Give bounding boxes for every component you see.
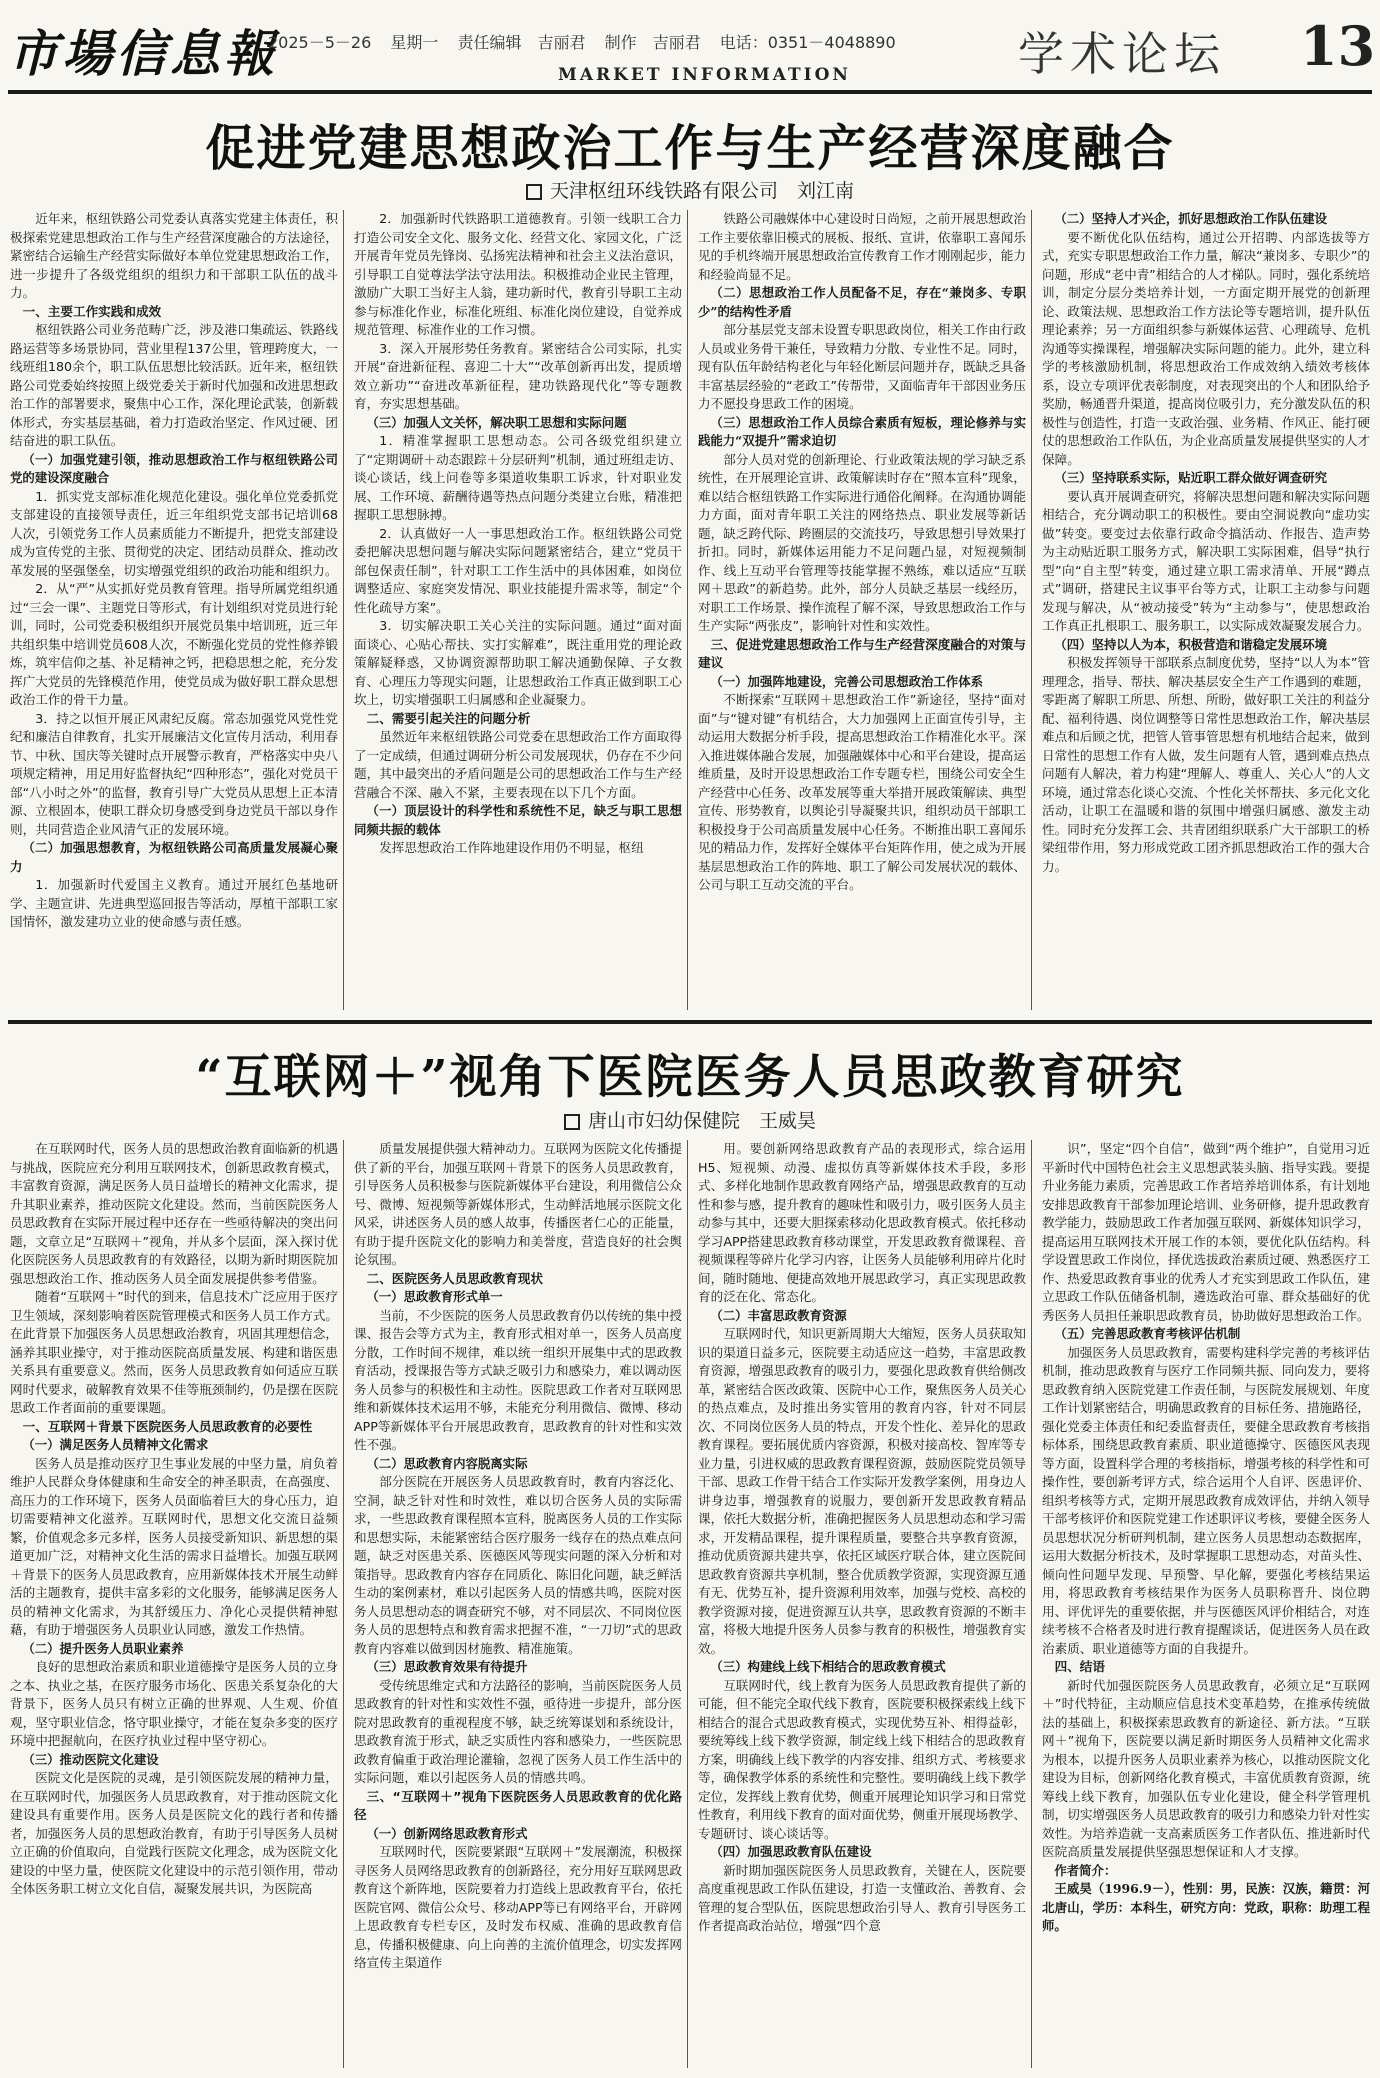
subheading: （二）思政教育内容脱离实际 [366,1455,528,1471]
masthead-rule [8,90,1372,94]
paragraph: 随着“互联网＋”时代的到来，信息技术广泛应用于医疗卫生领域，深刻影响着医院管理模式和医务人员工作方式。在此背景下加强医务人员思想政治教育，巩固其理想信念，涵养其职业操守，对于推动医院高质量发展、构建和谐医患关系具有重要意义。然而，医务人员思政教育如何适应互联网时代要求，破解教育效果不佳等瓶颈制约，仍是摆在医院思政工作者面前的重要课题。 [10,1289,338,1415]
subheading: 三、促进党建思想政治工作与生产经营深度融合的对策与建议 [698,636,1026,670]
article1-author: 天津枢纽环线铁路有限公司 刘江南 [549,180,854,202]
subheading: （一）思政教育形式单一 [366,1289,503,1304]
paragraph: 当前，不少医院的医务人员思政教育仍以传统的集中授课、报告会等方式为主，教育形式相对单一，医务人员高度分散，工作时间不规律，难以统一组织开展集中式的思政教育活动，授课报告等方式缺乏吸引力和感染力，难以调动医务人员参与的积极性和主动性。医院思政工作者对互联网思维和新媒体技术运用不够，未能充分利用微信、微博、移动APP等新媒体平台开展思政教育，思政教育的针对性和实效性不强。 [354,1307,682,1452]
column-divider [1031,210,1032,1010]
paragraph: 3．切实解决职工关心关注的实际问题。通过“面对面面谈心、心贴心帮扶、实打实解难”，既注重用党的理论政策解疑释惑，又协调资源帮助职工解决通勤保障、子女教育、心理压力等现实问题，让思想政治工作真正做到职工心坎上，切实增强职工归属感和企业凝聚力。 [354,618,682,707]
issue-date: 2025－5－26 [268,33,372,52]
paragraph: 部分人员对党的创新理论、行业政策法规的学习缺乏系统性，在开展理论宣讲、政策解读时存在“照本宣科”现象，难以结合枢纽铁路工作实际进行通俗化阐释。在沟通协调能力方面，面对青年职工关注的网络热点、职业发展等新话题，缺乏跨代际、跨圈层的交流技巧，导致思想引导效果打折扣。同时，新媒体运用能力不足问题凸显，对短视频制作、线上互动平台管理等技能掌握不熟练，难以适应“互联网＋思政”的新趋势。此外，部分人员缺乏基层一线经历，对职工工作场景、操作流程了解不深，导致思想政治工作与生产实际“两张皮”，影响针对性和实效性。 [698,451,1026,633]
paragraph: 部分基层党支部未设置专职思政岗位，相关工作由行政人员或业务骨干兼任，导致精力分散、专业性不足。同时，现有队伍年龄结构老化与年轻化断层问题并存，既缺乏具备丰富基层经验的“老政工”传帮带，又面临青年干部因业务压力不愿投身思政工作的困境。 [698,322,1026,411]
contact-phone: 电话：0351－4048890 [719,33,896,52]
article1-headline: 促进党建思想政治工作与生产经营深度融合 [205,119,1175,177]
paragraph: 3．持之以恒开展正风肃纪反腐。常态加强党风党性党纪和廉洁自律教育，扎实开展廉洁文化宣传月活动，利用春节、中秋、国庆等关键时点开展警示教育，严格落实中央八项规定精神，用足用好监督执纪“四种形态”，强化对党员干部“八小时之外”的监督，教育引导广大党员从思想上正本清源、立根固本，使职工群众切身感受到身边党员干部以身作则，共同营造企业风清气正的发展环境。 [10,710,338,837]
article2-headline: “互联网＋”视角下医院医务人员思政教育研究 [195,1050,1185,1105]
section-title: 学术论坛 [1018,27,1226,81]
column-divider [687,1140,688,2068]
paragraph: 虽然近年来枢纽铁路公司党委在思想政治工作方面取得了一定成绩，但通过调研分析公司发展现状，仍存在不少问题，其中最突出的矛盾问题是公司的思想政治工作与生产经营融合不深、融入不紧，主要表现在以下几个方面。 [354,729,682,800]
article2-body [10,1140,1370,2068]
square-bullet-icon [564,1114,580,1130]
subheading: （二）提升医务人员职业素养 [22,1640,184,1656]
paragraph: 加强医务人员思政教育，需要构建科学完善的考核评估机制，推动思政教育与医疗工作同频共振、同向发力，要将思政教育纳入医院党建工作责任制，与医院发展规划、年度工作计划紧密结合，明确思政教育的目标任务、措施路径，强化党委主体责任和纪委监督责任，要健全思政教育考核指标体系，围绕思政教育素质、职业道德操守、医德医风表现等方面，设置科学合理的考核指标，增强考核的科学性和可操作性，要创新考评方式，综合运用个人自评、医患评价、组织考核等方式，定期开展思政教育成效评估，并纳入领导干部考核评价和医院党建工作述职评议考核，要健全医务人员思想状况分析研判机制，建立医务人员思想动态数据库，运用大数据分析技术，及时掌握职工思想动态，对苗头性、倾向性问题早发现、早预警、早化解，要强化考核结果运用，将思政教育考核结果作为医务人员职称晋升、岗位聘用、评优评先的重要依据，并与医德医风评价相结合，对连续考核不合格者及时进行教育提醒谈话，促进医务人员在政治素质、职业道德等方面的自我提升。 [1042,1344,1370,1656]
subheading: （三）构建线上线下相结合的思政教育模式 [710,1659,946,1674]
paragraph: 质量发展提供强大精神动力。互联网为医院文化传播提供了新的平台，加强互联网＋背景下的医务人员思政教育，引导医务人员积极参与医院新媒体平台建设，利用微信公众号、微博、短视频等新媒体形式，生动鲜活地展示医院文化风采，讲述医务人员的感人故事，传播医者仁心的正能量，有助于提升医院文化的影响力和美誉度，营造良好的社会舆论氛围。 [354,1141,682,1267]
paragraph: 受传统思维定式和方法路径的影响，当前医院医务人员思政教育的针对性和实效性不强，亟待进一步提升，部分医院对思政教育的重视程度不够，缺乏统筹谋划和系统设计，思政教育流于形式，缺乏实质性内容和感染力，一些医院思政教育偏重于政治理论灌输，忽视了医务人员工作生活中的实际问题，难以引起医务人员的情感共鸣。 [354,1677,682,1785]
subheading: 二、需要引起关注的问题分析 [366,710,531,726]
paragraph: 要不断优化队伍结构，通过公开招聘、内部选拔等方式，充实专职思想政治工作力量，解决“兼岗多、专职少”的问题，形成“老中青”相结合的人才梯队。同时，强化系统培训，制定分层分类培养计划，一方面定期开展党的创新理论、政策法规、思想政治工作方法论等专题培训，提升队伍理论素养；另一方面组织参与新媒体运营、心理疏导、危机沟通等实操课程，增强解决实际问题的能力。此外，建立科学的考核激励机制，将思想政治工作成效纳入绩效考核体系，设立专项评优表彰制度，对表现突出的个人和团队给予奖励，畅通晋升渠道，提高岗位吸引力，充分激发队伍的积极性与创造性，打造一支政治强、业务精、作风正、能打硬仗的思想政治工作队伍，为企业高质量发展提供坚实的人才保障。 [1042,229,1370,467]
paragraph: 良好的思想政治素质和职业道德操守是医务人员的立身之本、执业之基，在医疗服务市场化、医患关系复杂化的大背景下，医务人员只有树立正确的世界观、人生观、价值观，坚守职业信念，恪守职业操守，才能在复杂多变的医疗环境中把握航向，在医疗执业过程中坚守初心。 [10,1659,338,1748]
subheading: 王威昊（1996.9－），性别：男，民族：汉族，籍贯：河北唐山，学历：本科生，研究方向：党政，职称：助理工程师。 [1042,1881,1370,1933]
masthead [0,0,1380,92]
article1-body [10,210,1370,1010]
article2-byline [0,1106,1380,1133]
subheading: （一）顶层设计的科学性和系统性不足，缺乏与职工思想同频共振的载体 [354,803,682,837]
paragraph: 1．加强新时代爱国主义教育。通过开展红色基地研学、主题宣讲、先进典型巡回报告等活动，厚植干部职工家国情怀，激发建功立业的使命感与责任感。 [10,877,338,929]
paragraph: 医院文化是医院的灵魂，是引领医院发展的精神力量，在互联网时代，加强医务人员思政教育，对于推动医院文化建设具有重要作用。医务人员是医院文化的践行者和传播者，加强医务人员的思想政治教育，有助于引导医务人员树立正确的价值取向，自觉践行医院文化理念，成为医院文化建设的中坚力量，使医院文化建设中的示范引领作用，带动全体医务职工树立文化自信，凝聚发展共识，为医院高 [10,1770,338,1896]
paragraph: 识”，坚定“四个自信”，做到“两个维护”，自觉用习近平新时代中国特色社会主义思想武装头脑、指导实践。要提升业务能力素质，完善思政工作者培养培训体系，有计划地安排思政教育干部参加理论培训、业务研修，提升思政教育教学能力，鼓励思政工作者加强互联网、新媒体知识学习，提高运用互联网技术开展工作的本领，要优化队伍结构。科学设置思政工作岗位，择优选拔政治素质过硬、熟悉医疗工作、热爱思政教育事业的优秀人才充实到思政工作队伍，建立思政工作队伍储备机制，遴选政治可靠、群众基础好的优秀医务人员担任兼职思政教育员，协助做好思想政治工作。 [1042,1141,1370,1323]
paragraph: 1．精准掌握职工思想动态。公司各级党组织建立了“定期调研＋动态跟踪＋分层研判”机制，通过班组走访、谈心谈话，线上问卷等多渠道收集职工诉求，针对职业发展、工作环境、薪酬待遇等热点问题分类建立台账，精准把握职工思想脉搏。 [354,433,682,522]
subheading: （四）加强思政教育队伍建设 [710,1844,872,1859]
issue-weekday: 星期一 [390,33,439,52]
subheading: （一）加强阵地建设，完善公司思想政治工作体系 [710,673,983,689]
paragraph: 1．抓实党支部标准化规范化建设。强化单位党委抓党支部建设的直接领导责任，近三年组织党支部书记培训68人次，引领党务工作人员素质能力不断提升，把党支部建设成为宣传党的主张、贯彻党的决定、团结动员群众、推动改革发展的坚强堡垒，切实增强党组织的政治功能和组织力。 [10,488,338,578]
subheading: （一）创新网络思政教育形式 [366,1825,528,1841]
subheading: 四、结语 [1054,1659,1105,1674]
newspaper-logo: 市場信息報 [8,24,278,83]
subheading: （三）加强人文关怀，解决职工思想和实际问题 [366,414,627,430]
paragraph: 不断探索“互联网＋思想政治工作”新途径，坚持“面对面”与“键对键”有机结合，大力加强网上正面宣传引导，主动运用大数据分析手段，提高思想政治工作精准化水平。深入推进媒体融合发展，加强融媒体中心和平台建设，提高运维质量，及时开设思想政治工作专题专栏，围绕公司安全生产经营中心任务、改革发展等重大举措开展政策解读、典型宣传、形势教育，以舆论引导凝聚共识，组织动员干部职工积极投身于公司高质量发展中心任务。不断推出职工喜闻乐见的精品力作，发挥好全媒体平台矩阵作用，使之成为开展基层思想政治工作的阵地、职工了解公司发展状况的载体、公司与职工互动交流的平台。 [698,692,1026,892]
subheading: （二）加强思想教育，为枢纽铁路公司高质量发展凝心聚力 [10,840,338,874]
article1-column-4 [1042,210,1370,1010]
column-divider [343,210,344,1010]
paragraph: 2．从“严”从实抓好党员教育管理。指导所属党组织通过“三会一课”、主题党日等形式，有计划组织对党员进行轮训，同时，公司党委积极组织开展党员集中培训班，近三年共组织集中培训党员608人次，不断强化党员的党性修养锻炼，筑牢信仰之基、补足精神之钙，把稳思想之舵，充分发挥广大党员的先锋模范作用，使党员成为做好职工群众思想政治工作的骨干力量。 [10,581,338,707]
square-bullet-icon [526,184,542,200]
subheading: （一）满足医务人员精神文化需求 [22,1437,209,1452]
subheading: 二、医院医务人员思政教育现状 [366,1270,543,1286]
subheading: （四）坚持以人为本，积极营造和谐稳定发展环境 [1054,636,1327,652]
article-separator [8,1020,1372,1024]
paragraph: 近年来，枢纽铁路公司党委认真落实党建主体责任，积极探索党建思想政治工作与生产经营深度融合的方法途径，紧密结合运输生产经营实际做好本单位党建思想政治工作，进一步提升了各级党组织的组织力和干部职工队伍的战斗力。 [10,211,338,300]
paragraph: 互联网时代，医院要紧跟“互联网＋”发展潮流，积极探寻医务人员网络思政教育的创新路径，充分用好互联网思政教育这个新阵地，医院要着力打造线上思政教育平台，依托医院官网、微信公众号、移动APP等已有网络平台，开辟网上思政教育专栏专区，及时发布权威、准确的思政教育信息，传播积极健康、向上向善的主流价值理念，切实发挥网络宣传主渠道作 [354,1844,682,1970]
paragraph: 部分医院在开展医务人员思政教育时，教育内容泛化、空洞，缺乏针对性和时效性，难以切合医务人员的实际需求，一些思政教育课程照本宣科，脱离医务人员的工作实际和思想实际，未能紧密结合医疗服务一线存在的热点难点问题，缺乏对医患关系、医德医风等现实问题的深入分析和对策指导。思政教育内容存在同质化、陈旧化问题，缺乏鲜活生动的案例素材，难以引起医务人员的情感共鸣，医院对医务人员思想动态的调查研究不够，对不同层次、不同岗位医务人员的思想特点和教育需求把握不准，“一刀切”式的思政教育内容难以做到因材施教、精准施策。 [354,1474,682,1656]
issue-meta [268,30,906,53]
article1-column-3 [698,210,1026,1010]
subheading: 三、“互联网＋”视角下医院医务人员思政教育的优化路径 [354,1788,682,1822]
paragraph: 要认真开展调查研究，将解决思想问题和解决实际问题相结合，充分调动职工的积极性。要由空洞说教向“虚功实做”转变。要变过去依靠行政命令搞活动、作报告、造声势为主动贴近职工服务方式，解决职工实际困难，倡导“执行型”向“自主型”转变，通过建立职工需求清单、开展“蹲点式”调研，搭建民主议事平台等方式，让职工主动参与问题发现与解决，从“被动接受”转为“主动参与”，使思想政治工作真正扎根职工、服务职工，以实际成效凝聚发展合力。 [1042,488,1370,633]
subheading: （三）思想政治工作人员综合素质有短板，理论修养与实践能力“双提升”需求迫切 [698,414,1026,448]
paragraph: 积极发挥领导干部联系点制度优势，坚持“以人为本”管理理念，指导、帮扶、解决基层安全生产工作遇到的难题，零距离了解职工所思、所想、所盼，做好职工关注的利益分配、福利待遇、岗位调整等日常性思想政治工作，解决基层难点和后顾之忧，把管人管事管思想有机地结合起来，做到日常性的思想工作有人做，发生问题有人管，遇到难点热点问题有人解决，着力构建“理解人、尊重人、关心人”的人文环境，通过常态化谈心交流、个性化关怀帮扶、多元化文化活动，让职工在温暖和谐的氛围中增强归属感、激发主动性。同时充分发挥工会、共青团组织联系广大干部职工的桥梁纽带作用，努力形成党政工团齐抓思想政治工作的强大合力。 [1042,655,1370,874]
paragraph: 2．认真做好一人一事思想政治工作。枢纽铁路公司党委把解决思想问题与解决实际问题紧密结合，建立“党员干部包保责任制”，针对职工工作生活中的具体困难，如岗位调整适应、家庭突发情况、职业技能提升需求等，制定“个性化疏导方案”。 [354,525,682,615]
subheading: （二）思想政治工作人员配备不足，存在“兼岗多、专职少”的结构性矛盾 [698,285,1026,319]
paragraph: 互联网时代，线上教育为医务人员思政教育提供了新的可能，但不能完全取代线下教育，医院要积极探索线上线下相结合的混合式思政教育模式，实现优势互补、相得益彰，要统筹线上线下教学资源，制定线上线下相结合的思政教育方案，明确线上线下教学的内容安排、组织方式、考核要求等，确保教学体系的系统性和完整性。要明确线上线下教学定位，发挥线上教育优势，侧重开展理论知识学习和日常党性教育，利用线下教育的面对面优势，侧重开展现场教学、专题研讨、谈心谈话等。 [698,1677,1026,1841]
article1-column-1 [10,210,338,1010]
page-number: 13 [1300,14,1376,78]
production-credit: 制作 吉丽君 [604,33,701,52]
responsible-editor: 责任编辑 吉丽君 [457,33,586,52]
subheading: 作者简介： [1054,1862,1117,1878]
paragraph: 枢纽铁路公司业务范畴广泛，涉及港口集疏运、铁路线路运营等多场景协同，营业里程137公里，管理跨度大，一线班组180余个，职工队伍思想比较活跃。近年来，枢纽铁路公司党委始终按照上级党委关于新时代加强和改进思想政治工作的部署要求，聚焦中心工作，深化理论武装，创新载体形式，夯实基层基础，着力打造政治坚定、作风过硬、团结奋进的职工队伍。 [10,322,338,448]
subheading: （三）坚持联系实际，贴近职工群众做好调查研究 [1054,470,1327,485]
paragraph: 医务人员是推动医疗卫生事业发展的中坚力量，肩负着维护人民群众身体健康和生命安全的神圣职责，在高强度、高压力的工作环境下，医务人员面临着巨大的身心压力，迫切需要精神文化滋养。互联网时代，思想文化交流日益频繁，价值观念多元多样，医务人员接受新知识、新思想的渠道更加广泛，对精神文化生活的需求日益增长。加强互联网＋背景下的医务人员思政教育，应用新媒体技术开展生动鲜活的主题教育，提供丰富多彩的文化服务，能够满足医务人员的精神文化需求，为其舒缓压力、净化心灵提供精神慰藉，有助于增强医务人员职业认同感，激发工作热情。 [10,1455,338,1637]
article2-author: 唐山市妇幼保健院 王威昊 [587,1110,816,1132]
column-divider [687,210,688,1010]
subheading: （二）坚持人才兴企，抓好思想政治工作队伍建设 [1054,211,1327,226]
paragraph: 互联网时代，知识更新周期大大缩短，医务人员获取知识的渠道日益多元，医院要主动适应这一趋势，丰富思政教育资源，增强思政教育的吸引力，要强化思政教育供给侧改革，紧密结合医改政策、医院中心工作，聚焦医务人员关心的热点难点，及时推出务实管用的教育内容，针对不同层次、不同岗位医务人员的特点，开发个性化、差异化的思政教育课程。要拓展优质内容资源，积极对接高校、智库等专业力量，引进权威的思政教育课程资源，鼓励医院党员领导干部、思政工作骨干结合工作实际开发教学案例，用身边人讲身边事，增强教育的说服力，要创新开发思政教育精品课，依托大数据分析，准确把握医务人员思想动态和学习需求，开发精品课程，提升课程质量，要整合共享教育资源，推动优质资源共建共享，依托区域医疗联合体，建立医院间思政教育资源共享机制，整合优质教学资源，实现资源互通有无、优势互补，提升资源利用效率，加强与党校、高校的教学资源对接，促进资源互认共享，思政教育资源的不断丰富，将极大地提升医务人员参与教育的积极性，增强教育实效。 [698,1326,1026,1656]
subheading: （三）推动医院文化建设 [22,1751,159,1767]
article2-column-3 [698,1140,1026,2068]
paragraph: 铁路公司融媒体中心建设时日尚短，之前开展思想政治工作主要依靠旧模式的展板、报纸、宣讲，依靠职工喜闻乐见的手机终端开展思想政治宣传教育工作才刚刚起步，能力和经验尚显不足。 [698,211,1026,282]
article2-column-1 [10,1140,338,2068]
edition-english-name: MARKET INFORMATION [558,65,851,85]
subheading: 一、主要工作实践和成效 [22,303,162,319]
paragraph: 2．加强新时代铁路职工道德教育。引领一线职工合力打造公司安全文化、服务文化、经营文化、家园文化，广泛开展青年党员先锋岗、弘扬宪法精神和社会主义法治意识，引导职工自觉尊法学法守法用法。积极推动企业民主管理，激励广大职工当好主人翁，建功新时代，教育引导职工主动参与标准化作业，标准化班组、标准化岗位建设，自觉养成规范管理、标准作业的工作习惯。 [354,211,682,337]
column-divider [1031,1140,1032,2068]
subheading: （五）完善思政教育考核评估机制 [1054,1326,1241,1341]
paragraph: 新时期加强医院医务人员思政教育，关键在人，医院要高度重视思政工作队伍建设，打造一支懂政治、善教育、会管理的复合型队伍，医院思想政治引导人、教育引导医务工作者提高政治站位，增强“四个意 [698,1862,1026,1933]
article1-column-2 [354,210,682,1010]
subheading: 一、互联网＋背景下医院医务人员思政教育的必要性 [22,1418,313,1434]
article1-byline [0,176,1380,203]
subheading: （二）丰富思政教育资源 [710,1307,847,1323]
article2-column-4 [1042,1140,1370,2068]
paragraph: 新时代加强医院医务人员思政教育，必须立足“互联网＋”时代特征，主动顺应信息技术变革趋势，在推承传统做法的基础上，积极探索思政教育的新途径、新方法。“互联网＋”视角下，医院要以满足新时期医务人员精神文化需求为根本，以提升医务人员职业素养为核心，以推动医院文化建设为目标，创新网络化教育模式，丰富优质教育资源，统筹线上线下教育，加强队伍专业化建设，健全科学管理机制，切实增强医务人员思政教育的吸引力和感染力针对性实效性。为培养造就一支高素质医务工作者队伍、推进新时代医院高质量发展提供坚强思想保证和人才支撑。 [1042,1677,1370,1859]
subheading: （三）思政教育效果有待提升 [366,1659,528,1674]
paragraph: 用。要创新网络思政教育产品的表现形式，综合运用H5、短视频、动漫、虚拟仿真等新媒体技术手段，多形式、多样化地制作思政教育网络产品，增强思政教育的互动性和参与感，提升教育的趣味性和吸引力，吸引医务人员主动参与其中，还要大胆探索移动化思政教育模式。依托移动学习APP搭建思政教育移动课堂，开发思政教育微课程、音视频课程等碎片化学习内容，让医务人员能够利用碎片化时间，随时随地、便捷高效地开展思政学习，真正实现思政教育的泛在化、常态化。 [698,1141,1026,1304]
paragraph: 发挥思想政治工作阵地建设作用仍不明显，枢纽 [379,840,644,855]
column-divider [343,1140,344,2068]
subheading: （一）加强党建引领，推动思想政治工作与枢纽铁路公司党的建设深度融合 [10,451,338,485]
paragraph: 在互联网时代，医务人员的思想政治教育面临新的机遇与挑战，医院应充分利用互联网技术，创新思政教育模式，丰富教育资源，满足医务人员日益增长的精神文化需求，提升其职业素养，推动医院文化建设。然而，当前医院医务人员思政教育在实际开展过程中还存在一些亟待解决的突出问题，文章立足“互联网＋”视角，并从多个层面，深入探讨优化医院医务人员思政教育的有效路径，以期为新时期医院加强思想政治工作、推动医务人员全面发展提供参考借鉴。 [10,1141,338,1286]
article2-column-2 [354,1140,682,2068]
paragraph: 3．深入开展形势任务教育。紧密结合公司实际，扎实开展“奋进新征程、喜迎二十大”“改革创新再出发，提质增效立新功”“奋进改革新征程，建功铁路现代化”等专题教育，夯实思想基础。 [354,340,682,411]
